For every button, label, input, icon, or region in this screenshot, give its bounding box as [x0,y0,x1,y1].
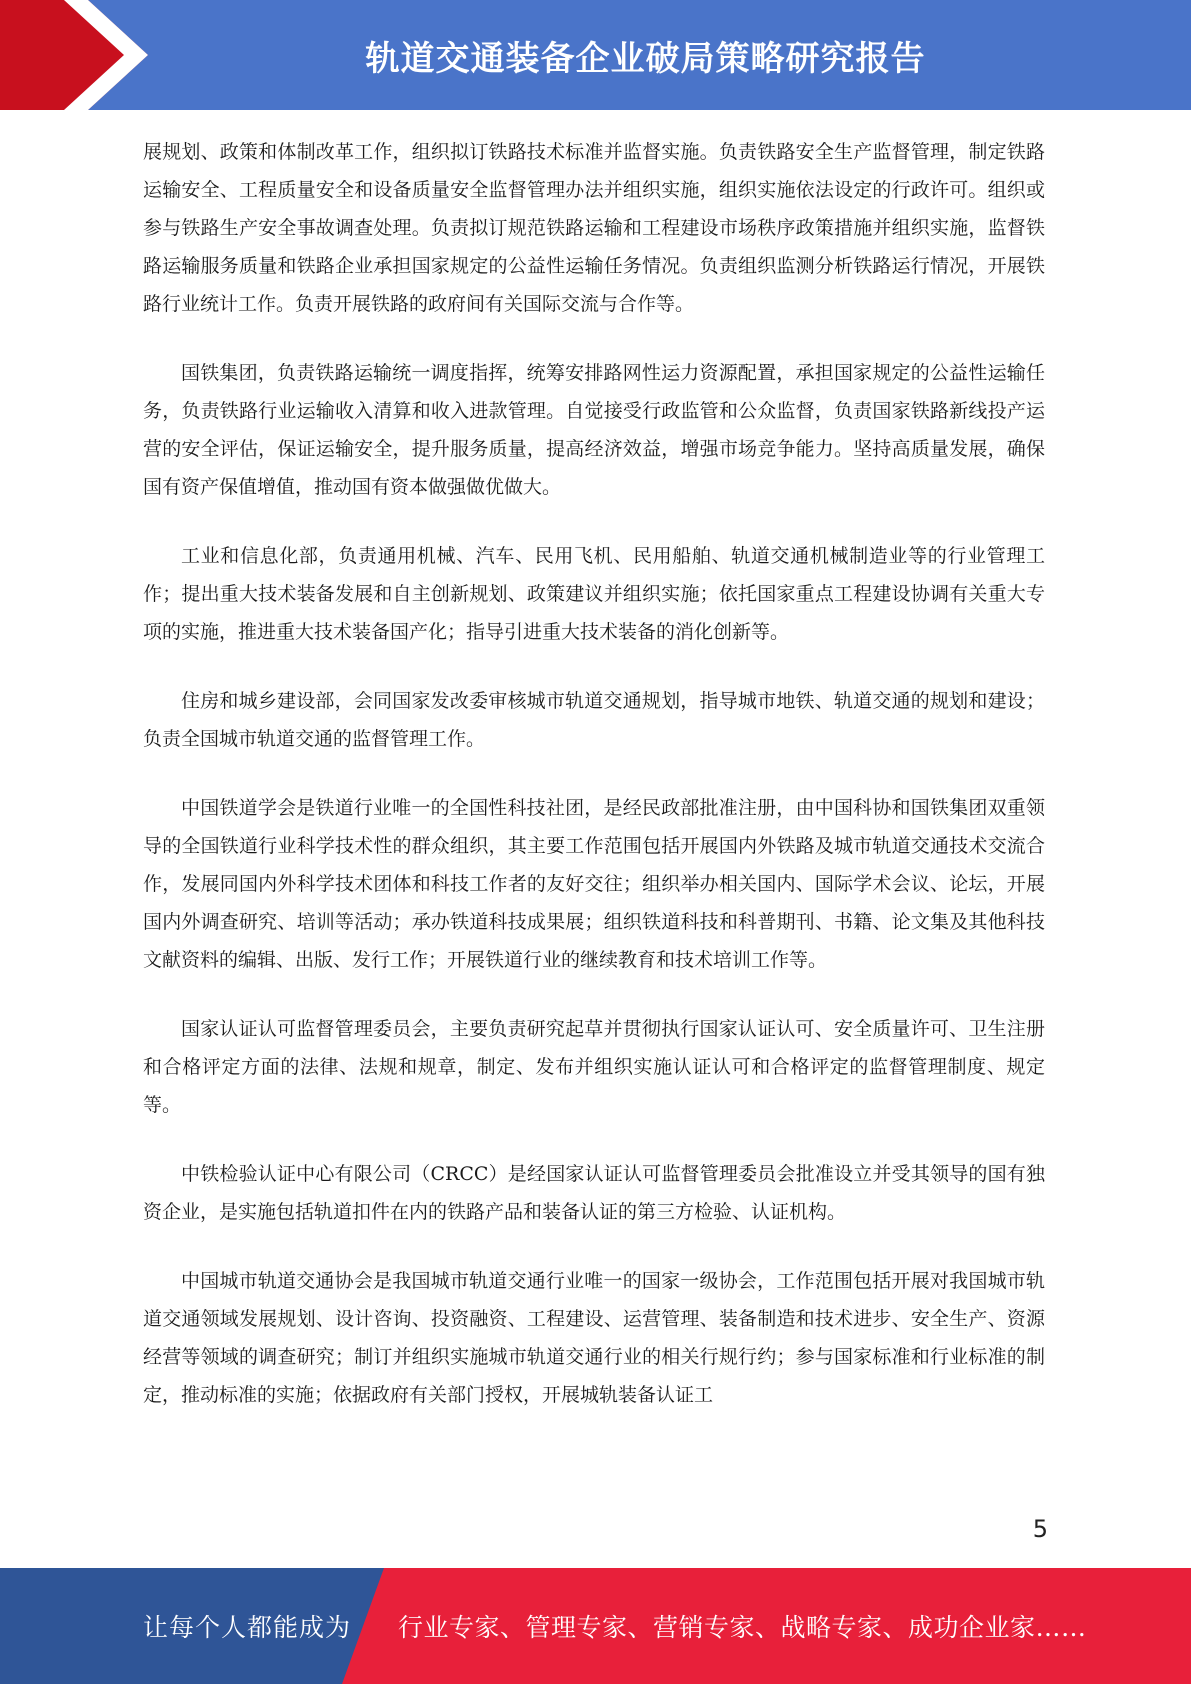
paragraph-miit: 工业和信息化部，负责通用机械、汽车、民用飞机、民用船舶、轨道交通机械制造业等的行业管理工作；提出重大技术装备发展和自主创新规划、政策建议并组织实施；依托国家重点工程建设协调有关重大专项的实施，推进重大技术装备国产化；指导引进重大技术装备的消化创新等。 [143,545,1045,643]
page-header [0,0,1191,110]
page-footer [0,1568,1191,1684]
page-number: 5 [1032,1515,1048,1543]
footer-slogan-left: 让每个人都能成为 [143,1613,352,1642]
paragraph-crcc: 中铁检验认证中心有限公司（CRCC）是经国家认证认可监督管理委员会批准设立并受其领导的国有独资企业，是实施包括轨道扣件在内的铁路产品和装备认证的第三方检验、认证机构。 [143,1163,1045,1223]
footer-slogan-right: 行业专家、管理专家、营销专家、战略专家、成功企业家…… [398,1613,1087,1642]
report-title: 轨道交通装备企业破局策略研究报告 [365,38,926,79]
paragraph-urban-rail-association: 中国城市轨道交通协会是我国城市轨道交通行业唯一的国家一级协会，工作范围包括开展对我国城市轨道交通领域发展规划、设计咨询、投资融资、工程建设、运营管理、装备制造和技术进步、安全生产、资源经营等领域的调查研究；制订并组织实施城市轨道交通行业的相关行规行约；参与国家标准和行业标准的制定，推动标准的实施；依据政府有关部门授权，开展城轨装备认证工 [143,1270,1045,1406]
paragraph-national-railway-group: 国铁集团，负责铁路运输统一调度指挥，统筹安排路网性运力资源配置，承担国家规定的公益性运输任务，负责铁路行业运输收入清算和收入进款管理。自觉接受行政监管和公众监督，负责国家铁路新线投产运营的安全评估，保证运输安全，提升服务质量，提高经济效益，增强市场竞争能力。坚持高质量发展，确保国有资产保值增值，推动国有资本做强做优做大。 [143,362,1045,498]
paragraph-cnca: 国家认证认可监督管理委员会，主要负责研究起草并贯彻执行国家认证认可、安全质量许可、卫生注册和合格评定方面的法律、法规和规章，制定、发布并组织实施认证认可和合格评定的监督管理制度、规定等。 [143,1018,1045,1116]
main-content [143,133,1045,1445]
paragraph-continued: 展规划、政策和体制改革工作，组织拟订铁路技术标准并监督实施。负责铁路安全生产监督管理，制定铁路运输安全、工程质量安全和设备质量安全监督管理办法并组织实施，组织实施依法设定的行政许可。组织或参与铁路生产安全事故调查处理。负责拟订规范铁路运输和工程建设市场秩序政策措施并组织实施，监督铁路运输服务质量和铁路企业承担国家规定的公益性运输任务情况。负责组织监测分析铁路运行情况，开展铁路行业统计工作。负责开展铁路的政府间有关国际交流与合作等。 [143,141,1045,315]
header-chevron-decoration [0,0,160,110]
paragraph-mohurd: 住房和城乡建设部，会同国家发改委审核城市轨道交通规划，指导城市地铁、轨道交通的规划和建设；负责全国城市轨道交通的监督管理工作。 [143,690,1045,750]
paragraph-railway-society: 中国铁道学会是铁道行业唯一的全国性科技社团，是经民政部批准注册，由中国科协和国铁集团双重领导的全国铁道行业科学技术性的群众组织，其主要工作范围包括开展国内外铁路及城市轨道交通技术交流合作，发展同国内外科学技术团体和科技工作者的友好交往；组织举办相关国内、国际学术会议、论坛，开展国内外调查研究、培训等活动；承办铁道科技成果展；组织铁道科技和科普期刊、书籍、论文集及其他科技文献资料的编辑、出版、发行工作；开展铁道行业的继续教育和技术培训工作等。 [143,797,1045,971]
